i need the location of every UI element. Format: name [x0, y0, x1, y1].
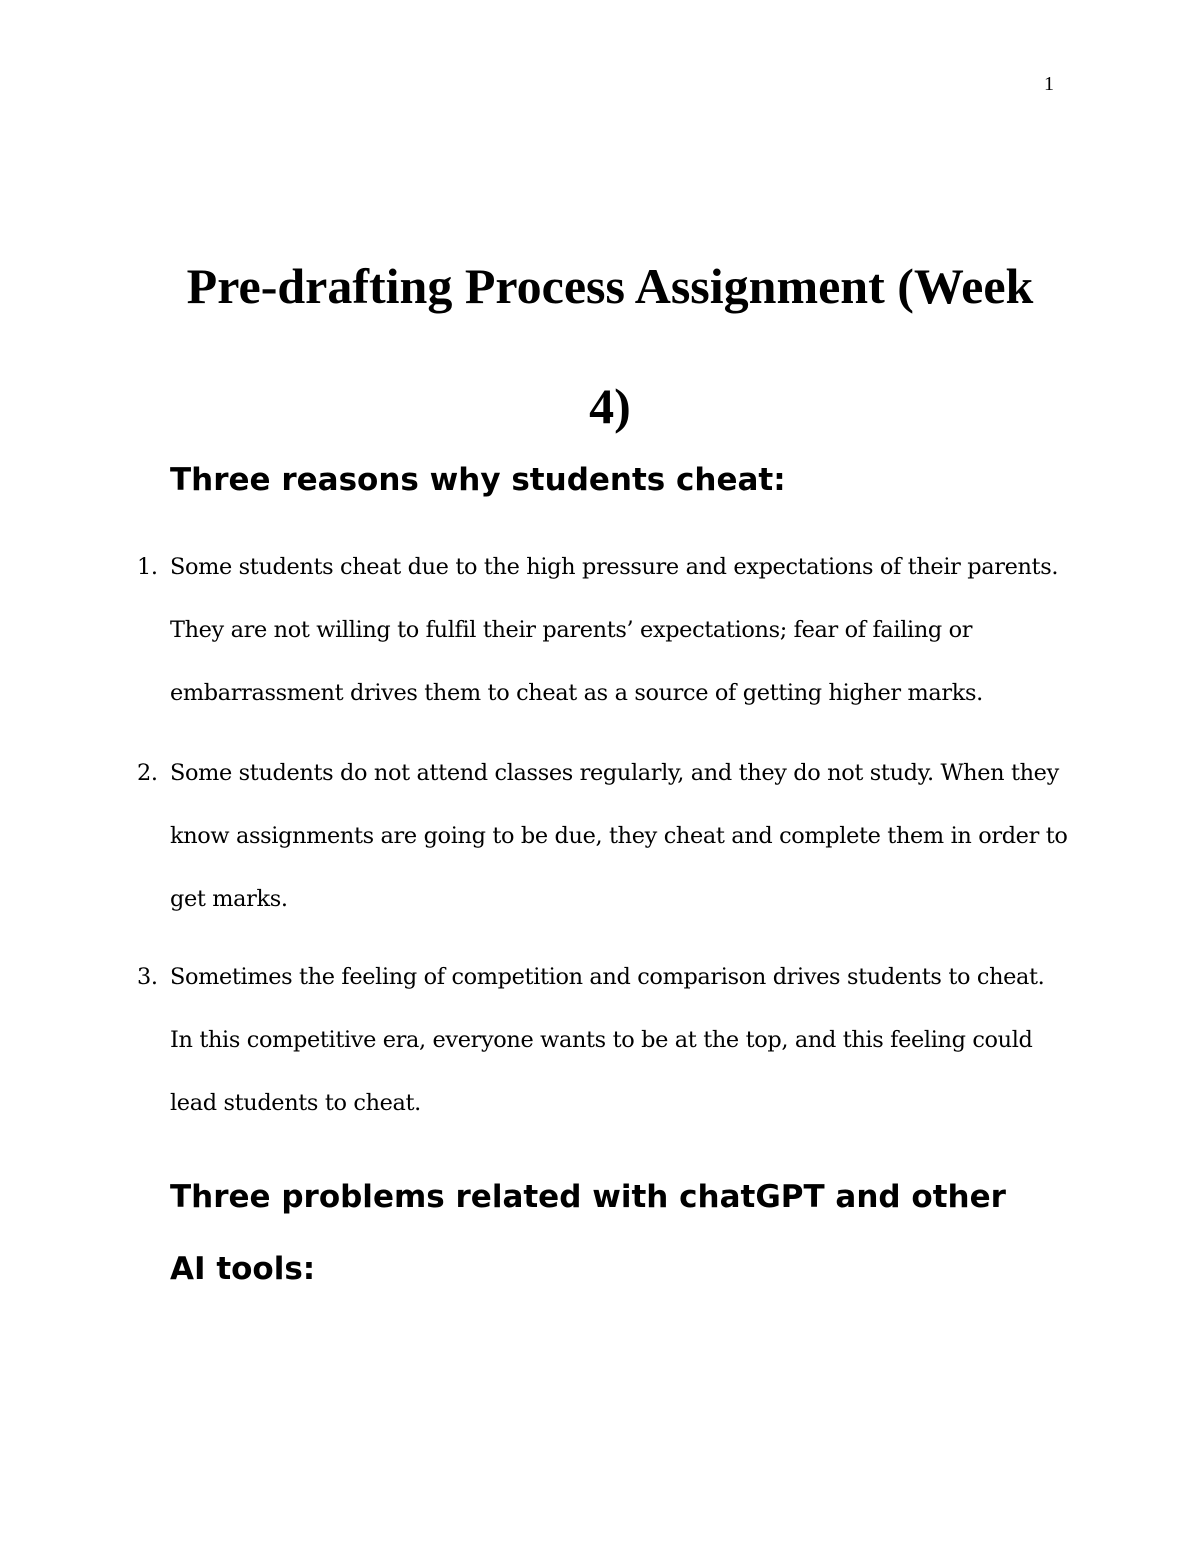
- list-item: [137, 946, 1070, 1135]
- section-heading-reasons: Three reasons why students cheat:: [170, 462, 786, 498]
- list-item-line: embarrassment drives them to cheat as a source of getting higher marks.: [170, 680, 983, 706]
- list-item-number: 2.: [137, 760, 158, 786]
- document-title: [110, 226, 1110, 466]
- list-item-line: get marks.: [170, 886, 288, 912]
- list-item-line: Some students do not attend classes regularly, and they do not study. When they: [170, 760, 1059, 786]
- list-item: [137, 536, 1070, 725]
- heading-line-1: Three problems related with chatGPT and other: [170, 1179, 1006, 1215]
- list-item-line: Sometimes the feeling of competition and comparison drives students to cheat.: [170, 964, 1045, 990]
- list-item-line: In this competitive era, everyone wants to be at the top, and this feeling could: [170, 1027, 1033, 1053]
- page-number: 1: [1044, 73, 1054, 95]
- section-heading-ai-problems: [170, 1161, 1070, 1305]
- list-item-line: They are not willing to fulfil their parents’ expectations; fear of failing or: [170, 617, 973, 643]
- title-line-2: 4): [589, 378, 631, 434]
- title-line-1: Pre-drafting Process Assignment (Week: [186, 258, 1034, 314]
- list-item-line: Some students cheat due to the high pressure and expectations of their parents.: [170, 554, 1059, 580]
- list-item-number: 3.: [137, 964, 158, 990]
- heading-line-2: AI tools:: [170, 1251, 316, 1287]
- list-item-number: 1.: [137, 554, 158, 580]
- list-item-line: know assignments are going to be due, they cheat and complete them in order to: [170, 823, 1068, 849]
- list-item: [137, 742, 1070, 931]
- list-item-line: lead students to cheat.: [170, 1090, 421, 1116]
